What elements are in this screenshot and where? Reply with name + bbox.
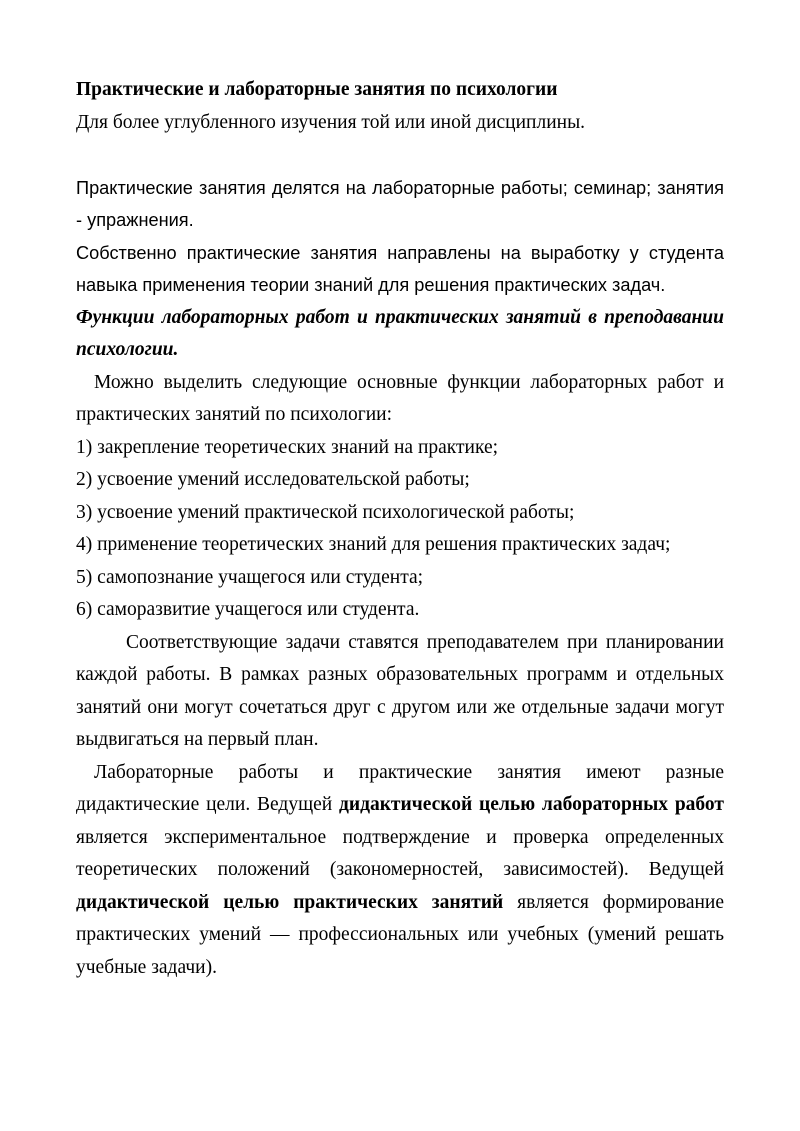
- function-item-1: 1) закрепление теоретических знаний на практике;: [76, 436, 499, 458]
- function-item-4: 4) применение теоретических знаний для решения практических задач;: [76, 534, 671, 555]
- section-heading: Функции лабораторных работ и практических занятий в преподавании психологии.: [76, 306, 724, 360]
- tasks-paragraph: Соответствующие задачи ставятся преподавателем при планировании каждой работы. В рамках разных образовательных программ и отдельных занятий они могут сочетаться друг с другом или же отдельные задачи могут выдвигаться на первый план.: [76, 631, 724, 750]
- goals-text-2: является экспериментальное подтверждение и проверка определенных теоретических положений (закономерностей, зависимостей). Ведущей: [76, 826, 724, 880]
- goals-paragraph: [76, 757, 724, 985]
- document-subtitle: Для более углубленного изучения той или иной дисциплины.: [76, 111, 586, 133]
- document-page: [76, 74, 724, 984]
- goals-bold-2: дидактической целью практических занятий: [76, 891, 504, 913]
- function-item-2: 2) усвоение умений исследовательской работы;: [76, 469, 470, 490]
- function-item-5: 5) самопознание учащегося или студента;: [76, 566, 424, 588]
- goals-bold-1: дидактической целью лабораторных работ: [338, 794, 724, 815]
- function-item-3: 3) усвоение умений практической психологической работы;: [76, 501, 575, 523]
- document-title: Практические и лабораторные занятия по психологии: [76, 79, 558, 100]
- goals-text-3: является формирование практических умений — профессиональных или учебных (умений решать учебные задачи).: [76, 891, 725, 978]
- functions-intro: Можно выделить следующие основные функции лабораторных работ и практических занятий по психологии:: [76, 371, 724, 425]
- intro-paragraph-1: Практические занятия делятся на лабораторные работы; семинар; занятия - упражнения.: [76, 177, 724, 230]
- blank-line: [76, 139, 724, 172]
- intro-paragraph-2: Собственно практические занятия направлены на выработку у студента навыка применения теории знаний для решения практических задач.: [76, 242, 724, 295]
- goals-text-1: Лабораторные работы и практические занятия имеют разные дидактические цели. Ведущей: [76, 761, 724, 815]
- function-item-6: 6) саморазвитие учащегося или студента.: [76, 599, 420, 620]
